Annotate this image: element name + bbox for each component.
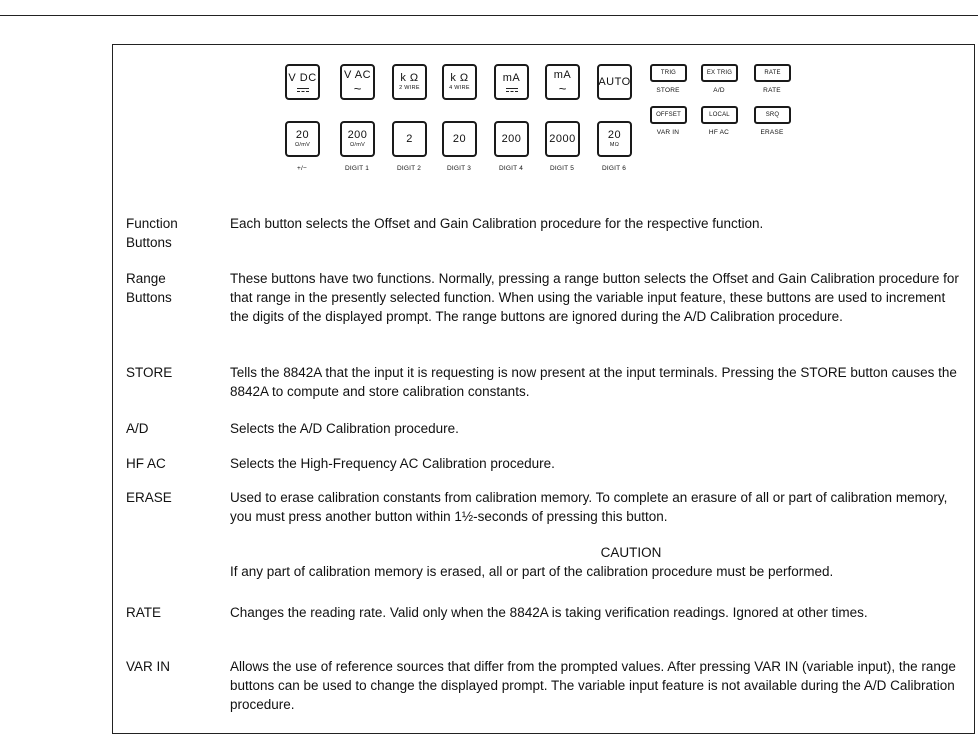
button-label: RATE [764,70,781,76]
button-label: mA [553,68,572,81]
def-store: Tells the 8842A that the input it is requesting is now present at the input terminals. Pressing the STORE button causes the 8842A to compute and store calibration constants. [230,365,957,399]
def-range-buttons: These buttons have two functions. Normally, pressing a range button selects the Offset and Gain Calibration procedure for that range in the presently selected function. When using the variable input feature, these buttons are used to increment the digits of the displayed prompt. The range buttons are ignored during the A/D Calibration procedure. [230,271,959,324]
trig-button[interactable] [650,64,687,82]
button-caption: DIGIT 2 [396,165,422,172]
def-a-d: Selects the A/D Calibration procedure. [230,421,459,436]
term-store: STORE [126,365,173,380]
term-range-buttons: Range Buttons [126,271,172,305]
button-sublabel: Ω/mV [349,141,366,148]
def-hf-ac: Selects the High-Frequency AC Calibration procedure. [230,456,555,471]
def-erase: Used to erase calibration constants from calibration memory. To complete an erasure of all or part of calibration memory, you must press another button within 1½-seconds of pressing this button. [230,490,948,524]
button-label: 20 [452,132,467,145]
kohm-2wire-button[interactable] [392,64,427,100]
button-label: 2000 [549,132,576,145]
kohm-4wire-button[interactable] [442,64,477,100]
caution-block [230,543,962,581]
button-caption: STORE [656,87,680,94]
range-20k-button[interactable] [442,121,477,157]
term-rate: RATE [126,605,162,620]
def-function-buttons: Each button selects the Offset and Gain Calibration procedure for the respective function. [230,216,764,231]
maac-button[interactable] [545,64,580,100]
button-label: SRQ [765,112,780,118]
button-caption: HF AC [708,129,730,136]
button-caption: RATE [763,87,781,94]
button-label: 20 [295,128,310,141]
button-label: AUTO [598,75,631,88]
rate-button[interactable] [754,64,791,82]
ac-symbol-icon: ~ [353,80,362,96]
button-label: k Ω [450,71,469,84]
button-label: 200 [347,128,368,141]
button-sublabel: Ω/mV [294,141,311,148]
button-label: 20 [607,128,622,141]
dc-symbol-icon [297,88,309,92]
range-200-button[interactable] [340,121,375,157]
button-caption: +/− [297,165,307,172]
button-label: k Ω [400,71,419,84]
term-function-buttons: Function Buttons [126,216,178,250]
caution-heading: CAUTION [600,545,662,560]
ac-symbol-icon: ~ [558,80,567,96]
vac-button[interactable] [340,64,375,100]
button-caption: DIGIT 4 [498,165,524,172]
def-rate: Changes the reading rate. Valid only when the 8842A is taking verification readings. Ignored at other times. [230,605,868,620]
button-caption: DIGIT 6 [601,165,627,172]
term-a-d: A/D [126,421,149,436]
button-caption: VAR IN [656,129,680,136]
button-caption: DIGIT 5 [549,165,575,172]
srq-button[interactable] [754,106,791,124]
button-sublabel: 4 WIRE [449,84,470,91]
button-caption: ERASE [760,129,784,136]
button-label: OFFSET [656,112,681,118]
header-rule [0,15,978,16]
ex-trig-button[interactable] [701,64,738,82]
button-label: 2 [406,132,413,145]
caution-text: If any part of calibration memory is erased, all or part of the calibration procedure must be performed. [230,564,834,579]
range-2000-button[interactable] [545,121,580,157]
range-200k-button[interactable] [494,121,529,157]
button-label: EX TRIG [706,70,733,76]
button-sublabel: 2 WIRE [399,84,420,91]
auto-button[interactable] [597,64,632,100]
button-caption: DIGIT 1 [344,165,370,172]
madc-button[interactable] [494,64,529,100]
button-caption: A/D [713,87,725,94]
button-sublabel: MΩ [609,141,620,148]
dc-symbol-icon [506,88,518,92]
button-label: TRIG [660,70,677,76]
button-label: mA [502,71,521,84]
range-20-button[interactable] [285,121,320,157]
vdc-button[interactable] [285,64,320,100]
offset-button[interactable] [650,106,687,124]
button-label: V AC [343,68,372,81]
local-button[interactable] [701,106,738,124]
range-2-button[interactable] [392,121,427,157]
button-label: LOCAL [709,112,730,118]
range-20m-button[interactable] [597,121,632,157]
term-erase: ERASE [126,490,172,505]
button-caption: DIGIT 3 [446,165,472,172]
term-hf-ac: HF AC [126,456,166,471]
term-var-in: VAR IN [126,659,171,674]
def-var-in: Allows the use of reference sources that differ from the prompted values. After pressing VAR IN (variable input), the range buttons can be used to change the displayed prompt. The variable input feature is not available during the A/D Calibration procedure. [230,659,956,712]
button-label: V DC [288,71,317,84]
button-label: 200 [501,132,522,145]
